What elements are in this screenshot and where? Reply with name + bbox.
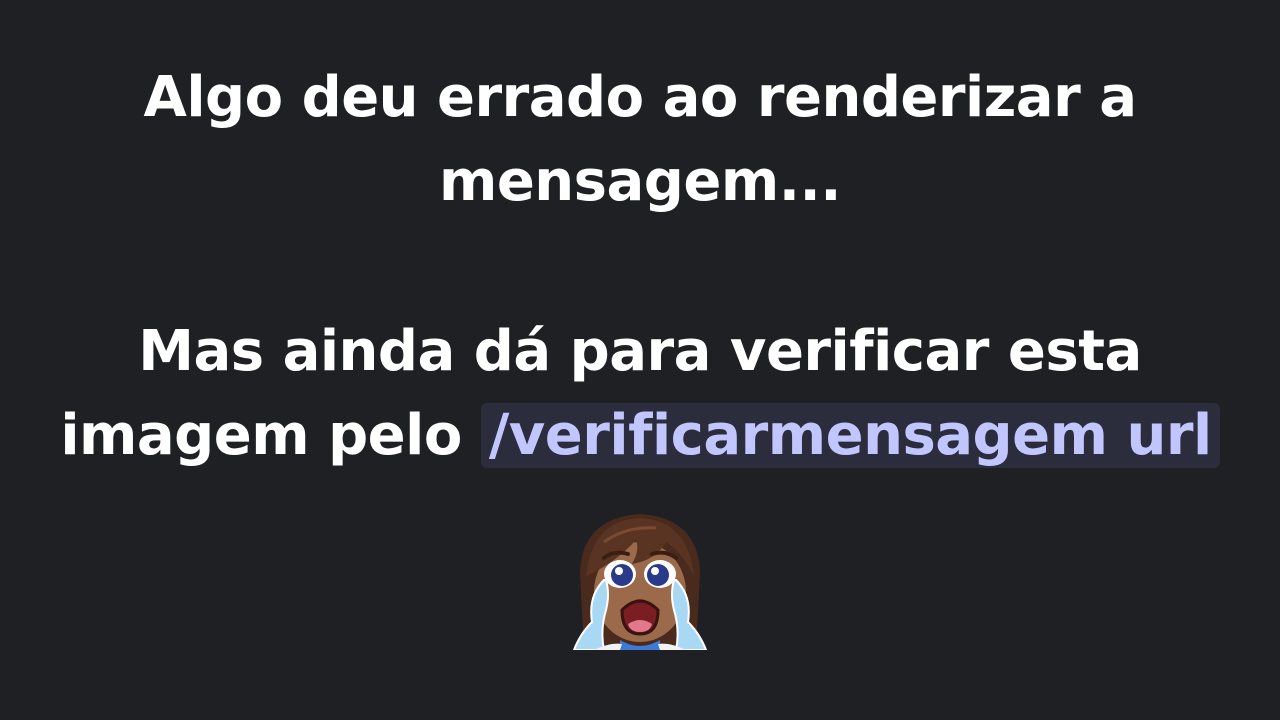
error-hint-line-2	[0, 394, 1280, 478]
error-title	[0, 56, 1280, 224]
error-hint	[0, 310, 1280, 478]
error-hint-line-1: Mas ainda dá para verificar esta	[138, 319, 1142, 384]
error-title-line-1: Algo deu errado ao renderizar a	[143, 65, 1137, 130]
error-hint-prefix: imagem pelo	[60, 403, 462, 468]
command-chip: /verificarmensagem url	[481, 403, 1220, 468]
crying-girl-emoji-icon	[570, 512, 710, 650]
error-title-line-2: mensagem...	[438, 149, 842, 214]
